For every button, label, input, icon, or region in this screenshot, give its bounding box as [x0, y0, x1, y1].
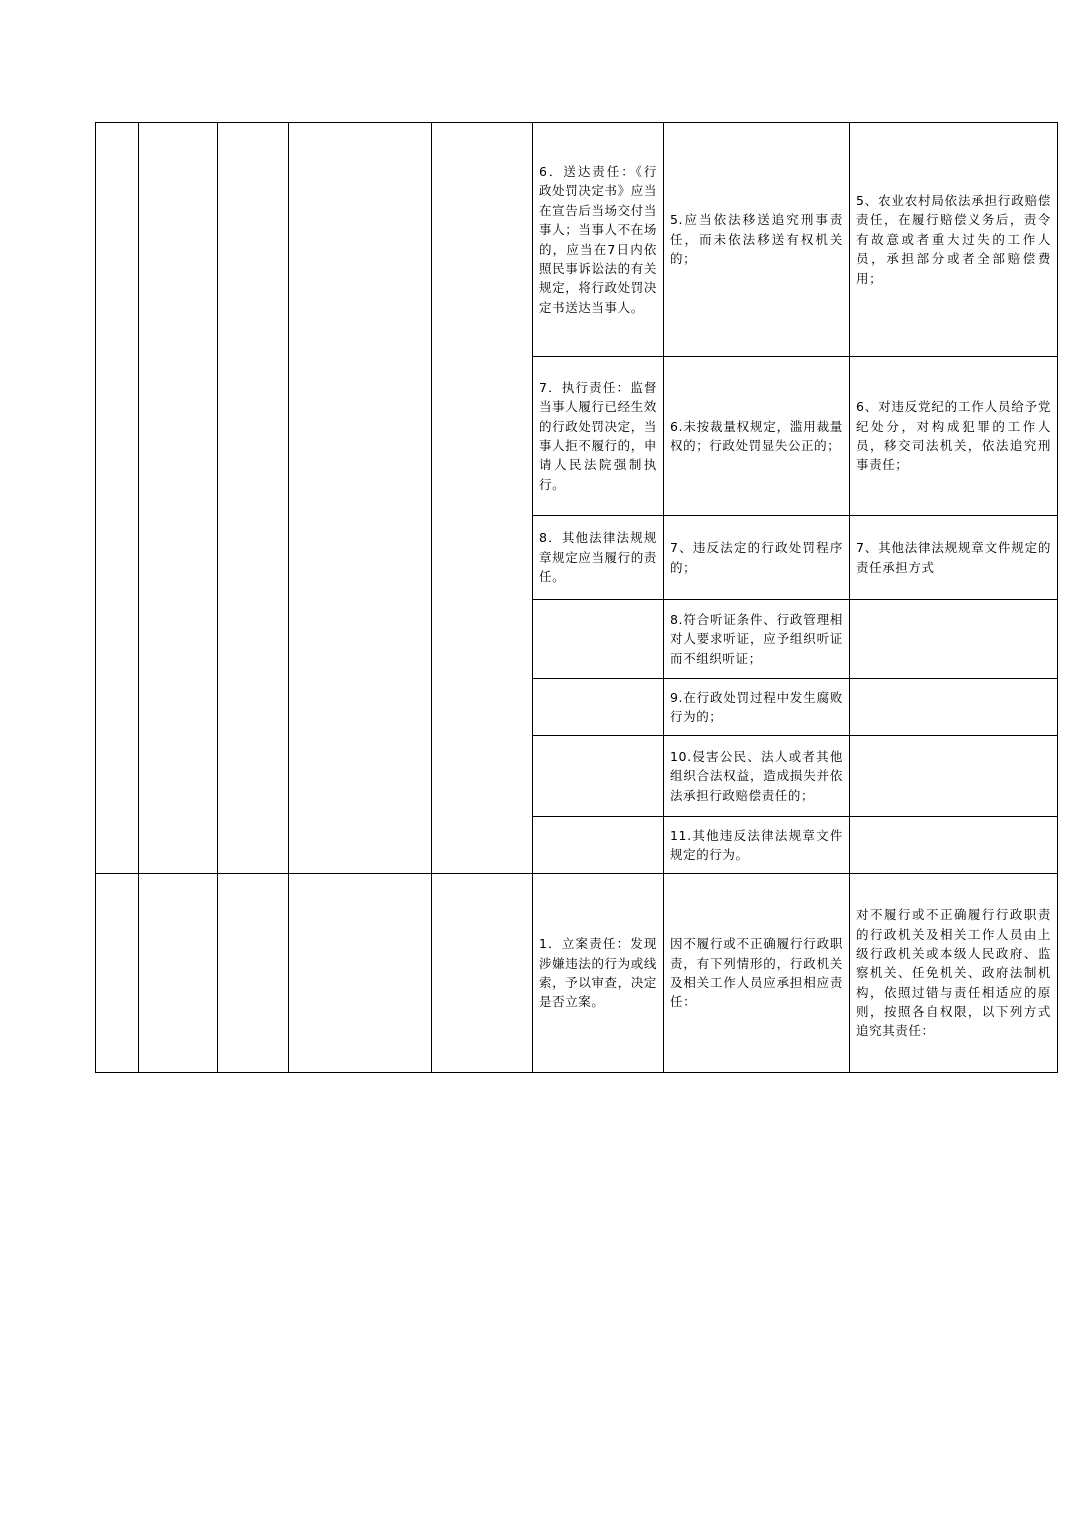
- cell-liability-condition: 11.其他违反法律法规章文件规定的行为。: [664, 817, 850, 874]
- cell-accountability: [850, 736, 1058, 817]
- cell-liability-condition: 7、违反法定的行政处罚程序的；: [664, 516, 850, 600]
- cell-liability-condition: 8.符合听证条件、行政管理相对人要求听证，应予组织听证而不组织听证；: [664, 600, 850, 679]
- cell-accountability: 对不履行或不正确履行行政职责的行政机关及相关工作人员由上级行政机关或本级人民政府、监察机关、任免机关、政府法制机构，依照过错与责任相适应的原则，按照各自权限，以下列方式追究其责任：: [850, 874, 1058, 1073]
- cell-duty: 7．执行责任：监督当事人履行已经生效的行政处罚决定，当事人拒不履行的，申请人民法院强制执行。: [533, 357, 664, 516]
- cell-liability-condition: 10.侵害公民、法人或者其他组织合法权益，造成损失并依法承担行政赔偿责任的；: [664, 736, 850, 817]
- cell-liability-condition: 6.未按裁量权规定，滥用裁量权的；行政处罚显失公正的；: [664, 357, 850, 516]
- cell-col3: [218, 123, 289, 874]
- cell-accountability: 5、农业农村局依法承担行政赔偿责任，在履行赔偿义务后，责令有故意或者重大过失的工作人员，承担部分或者全部赔偿费用；: [850, 123, 1058, 357]
- table-body: [96, 123, 1058, 1073]
- cell-col5: [432, 874, 533, 1073]
- cell-col3: [218, 874, 289, 1073]
- cell-col1: [96, 874, 139, 1073]
- cell-liability-condition: 9.在行政处罚过程中发生腐败行为的；: [664, 679, 850, 736]
- cell-col4: [289, 123, 432, 874]
- cell-col2: [139, 874, 218, 1073]
- cell-accountability: [850, 600, 1058, 679]
- cell-duty: [533, 736, 664, 817]
- cell-col4: [289, 874, 432, 1073]
- cell-duty: 8．其他法律法规规章规定应当履行的责任。: [533, 516, 664, 600]
- cell-duty: [533, 817, 664, 874]
- cell-liability-condition: 5.应当依法移送追究刑事责任，而未依法移送有权机关的；: [664, 123, 850, 357]
- cell-liability-condition: 因不履行或不正确履行行政职责，有下列情形的，行政机关及相关工作人员应承担相应责任：: [664, 874, 850, 1073]
- cell-col2: [139, 123, 218, 874]
- cell-duty: [533, 679, 664, 736]
- cell-col1: [96, 123, 139, 874]
- cell-accountability: 6、对违反党纪的工作人员给予党纪处分，对构成犯罪的工作人员，移交司法机关，依法追究刑事责任；: [850, 357, 1058, 516]
- cell-col5: [432, 123, 533, 874]
- responsibility-table: [95, 122, 1058, 1073]
- table-row: [96, 123, 1058, 357]
- table-row: [96, 874, 1058, 1073]
- cell-duty: 6．送达责任：《行政处罚决定书》应当在宣告后当场交付当事人；当事人不在场的，应当在7日内依照民事诉讼法的有关规定，将行政处罚决定书送达当事人。: [533, 123, 664, 357]
- cell-accountability: [850, 679, 1058, 736]
- cell-duty: [533, 600, 664, 679]
- cell-accountability: 7、其他法律法规规章文件规定的责任承担方式: [850, 516, 1058, 600]
- cell-duty: 1．立案责任：发现涉嫌违法的行为或线索，予以审查，决定是否立案。: [533, 874, 664, 1073]
- cell-accountability: [850, 817, 1058, 874]
